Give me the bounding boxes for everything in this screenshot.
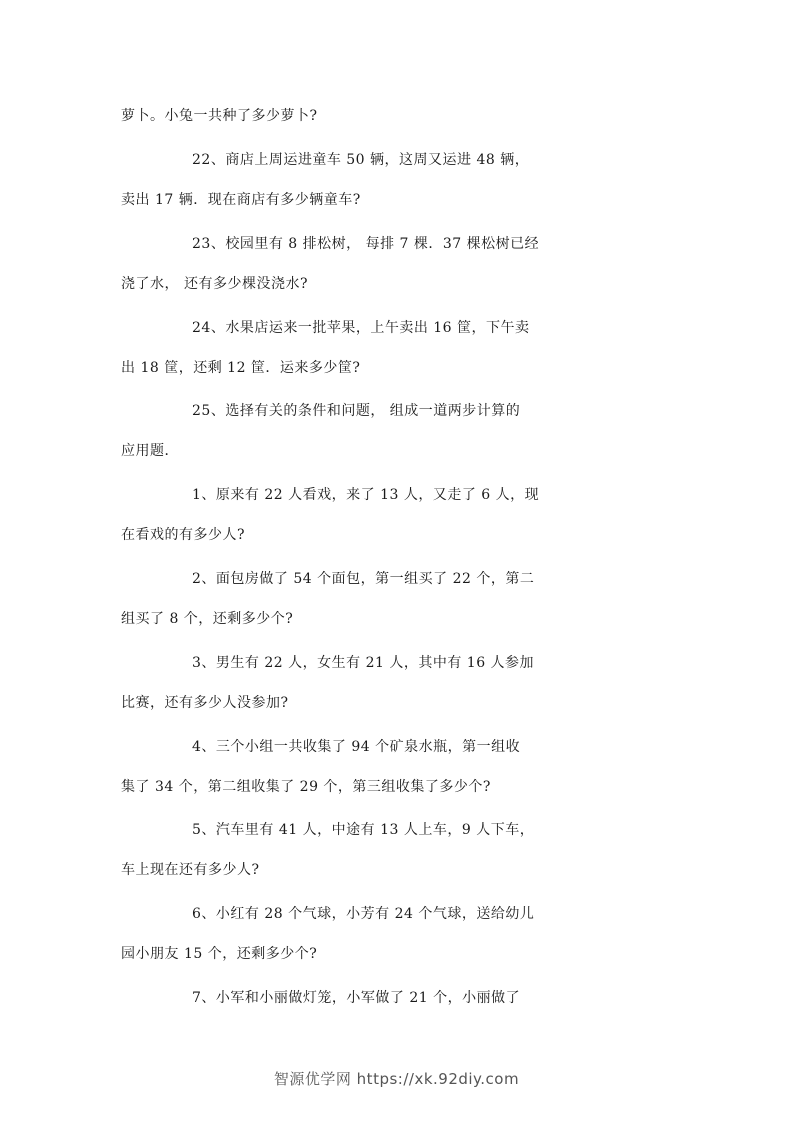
text-line: 4、三个小组一共收集了 94 个矿泉水瓶，第一组收	[192, 739, 521, 755]
text-line: 24、水果店运来一批苹果，上午卖出 16 筐，下午卖	[192, 320, 530, 336]
text-line: 1、原来有 22 人看戏，来了 13 人，又走了 6 人，现	[192, 487, 540, 503]
text-line: 园小朋友 15 个，还剩多少个?	[121, 946, 318, 962]
text-line: 应用题．	[121, 443, 179, 459]
text-line: 5、汽车里有 41 人，中途有 13 人上车，9 人下车，	[192, 822, 535, 838]
text-line: 比赛，还有多少人没参加?	[121, 695, 289, 711]
text-line: 3、男生有 22 人，女生有 21 人，其中有 16 人参加	[192, 655, 535, 671]
text-line: 集了 34 个，第二组收集了 29 个，第三组收集了多少个?	[121, 779, 491, 795]
text-line: 在看戏的有多少人?	[121, 527, 246, 543]
text-line: 萝卜。小兔一共种了多少萝卜?	[121, 108, 318, 124]
text-line: 6、小红有 28 个气球，小芳有 24 个气球，送给幼儿	[192, 906, 535, 922]
text-line: 组买了 8 个，还剩多少个?	[121, 611, 294, 627]
text-line: 22、商店上周运进童车 50 辆，这周又运进 48 辆，	[192, 152, 530, 168]
text-line: 出 18 筐，还剩 12 筐．运来多少筐?	[121, 360, 361, 376]
text-line: 浇了水， 还有多少棵没浇水?	[121, 276, 308, 292]
text-line: 卖出 17 辆．现在商店有多少辆童车?	[121, 192, 361, 208]
text-line: 25、选择有关的条件和问题， 组成一道两步计算的	[192, 403, 521, 419]
text-line: 23、校园里有 8 排松树， 每排 7 棵．37 棵松树已经	[192, 236, 540, 252]
text-line: 2、面包房做了 54 个面包，第一组买了 22 个，第二	[192, 571, 535, 587]
text-line: 7、小军和小丽做灯笼，小军做了 21 个，小丽做了	[192, 990, 521, 1006]
text-line: 车上现在还有多少人?	[121, 862, 260, 878]
footer-watermark: 智源优学网 https://xk.92diy.com	[273, 1070, 520, 1088]
